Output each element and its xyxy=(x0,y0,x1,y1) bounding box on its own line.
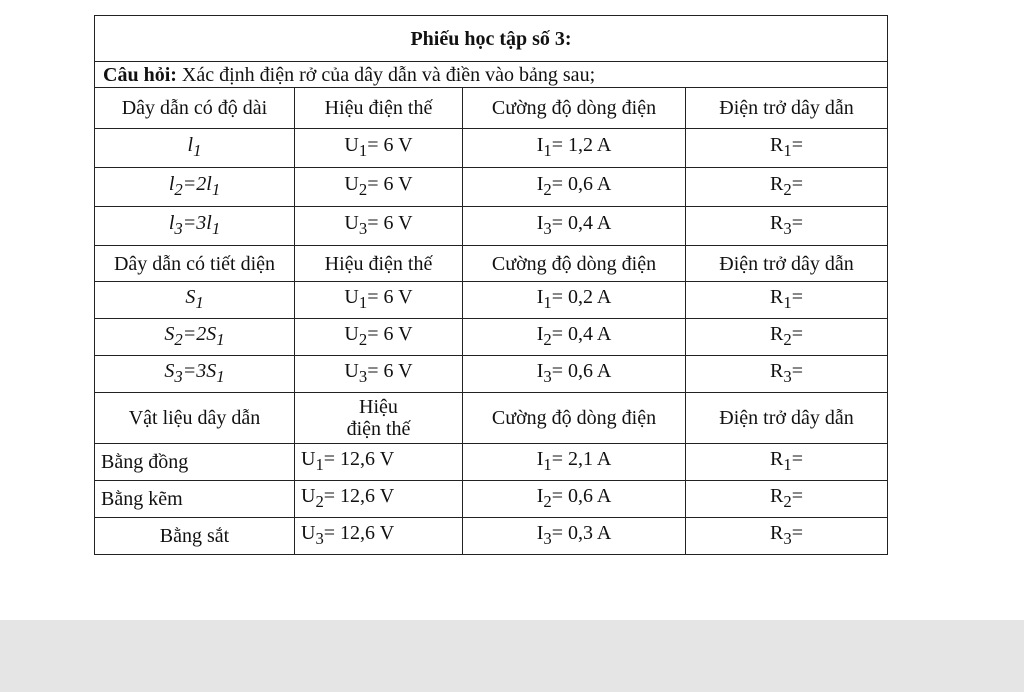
section2-header-row xyxy=(95,246,888,282)
resistance-cell: $R_2=$ xyxy=(686,319,888,356)
resistance-cell: $R_3=$ xyxy=(686,356,888,393)
voltage-cell: $U_3= 6$ V xyxy=(295,356,463,393)
section3-header-current: Cường độ dòng điện xyxy=(463,393,686,444)
material-cell: Bằng sắt xyxy=(95,518,295,555)
resistance-cell: $R_3=$ xyxy=(686,207,888,246)
length-cell: $l_3=3l_1$ xyxy=(95,207,295,246)
cross-section-cell: $S_1$ xyxy=(95,282,295,319)
resistance-cell: $R_1=$ xyxy=(686,444,888,481)
current-cell: $I_2= 0,6$ A xyxy=(463,168,686,207)
section2-header-cross-section: Dây dẫn có tiết diện xyxy=(95,246,295,282)
section3-header-row xyxy=(95,393,888,444)
question-text: Xác định điện rở của dây dẫn và điền vào bảng sau; xyxy=(176,63,596,86)
table-row xyxy=(95,356,888,393)
table-row xyxy=(95,319,888,356)
section1-header-row xyxy=(95,88,888,129)
voltage-cell: $U_3= 12,6$ V xyxy=(295,518,463,555)
voltage-cell: $U_2= 6$ V xyxy=(295,168,463,207)
worksheet-table xyxy=(94,15,888,555)
voltage-cell: $U_1= 6$ V xyxy=(295,282,463,319)
voltage-cell: $U_2= 6$ V xyxy=(295,319,463,356)
current-cell: $I_2= 0,6$ A xyxy=(463,481,686,518)
current-cell: $I_1= 1,2$ A xyxy=(463,129,686,168)
section2-header-voltage: Hiệu điện thế xyxy=(295,246,463,282)
resistance-cell: $R_3=$ xyxy=(686,518,888,555)
current-cell: $I_3= 0,4$ A xyxy=(463,207,686,246)
table-row xyxy=(95,282,888,319)
voltage-cell: $U_2= 12,6$ V xyxy=(295,481,463,518)
current-cell: $I_1= 2,1$ A xyxy=(463,444,686,481)
cross-section-cell: $S_2=2S_1$ xyxy=(95,319,295,356)
section3-header-voltage: Hiệu điện thế xyxy=(295,393,463,444)
material-cell: Bằng kẽm xyxy=(95,481,295,518)
voltage-cell: $U_1= 6$ V xyxy=(295,129,463,168)
length-cell: $l_1$ xyxy=(95,129,295,168)
table-row xyxy=(95,481,888,518)
question-label: Câu hỏi: xyxy=(103,63,177,86)
footer-bar xyxy=(0,620,1024,692)
material-cell: Bằng đồng xyxy=(95,444,295,481)
section2-header-current: Cường độ dòng điện xyxy=(463,246,686,282)
section2-header-resistance: Điện trở dây dẫn xyxy=(686,246,888,282)
current-cell: $I_3= 0,6$ A xyxy=(463,356,686,393)
section1-header-voltage: Hiệu điện thế xyxy=(295,88,463,129)
section3-header-resistance: Điện trở dây dẫn xyxy=(686,393,888,444)
current-cell: $I_2= 0,4$ A xyxy=(463,319,686,356)
table-row xyxy=(95,168,888,207)
question-line xyxy=(95,62,888,88)
worksheet-title: Phiếu học tập số 3: xyxy=(95,16,888,62)
resistance-cell: $R_1=$ xyxy=(686,282,888,319)
section1-header-current: Cường độ dòng điện xyxy=(463,88,686,129)
section1-header-length: Dây dẫn có độ dài xyxy=(95,88,295,129)
current-cell: $I_1= 0,2$ A xyxy=(463,282,686,319)
table-row xyxy=(95,129,888,168)
resistance-cell: $R_2=$ xyxy=(686,481,888,518)
table-row xyxy=(95,444,888,481)
cross-section-cell: $S_3=3S_1$ xyxy=(95,356,295,393)
voltage-cell: $U_1= 12,6$ V xyxy=(295,444,463,481)
section1-header-resistance: Điện trở dây dẫn xyxy=(686,88,888,129)
length-cell: $l_2=2l_1$ xyxy=(95,168,295,207)
voltage-cell: $U_3= 6$ V xyxy=(295,207,463,246)
current-cell: $I_3= 0,3$ A xyxy=(463,518,686,555)
resistance-cell: $R_1=$ xyxy=(686,129,888,168)
resistance-cell: $R_2=$ xyxy=(686,168,888,207)
table-row xyxy=(95,207,888,246)
table-row xyxy=(95,518,888,555)
section3-header-material: Vật liệu dây dẫn xyxy=(95,393,295,444)
